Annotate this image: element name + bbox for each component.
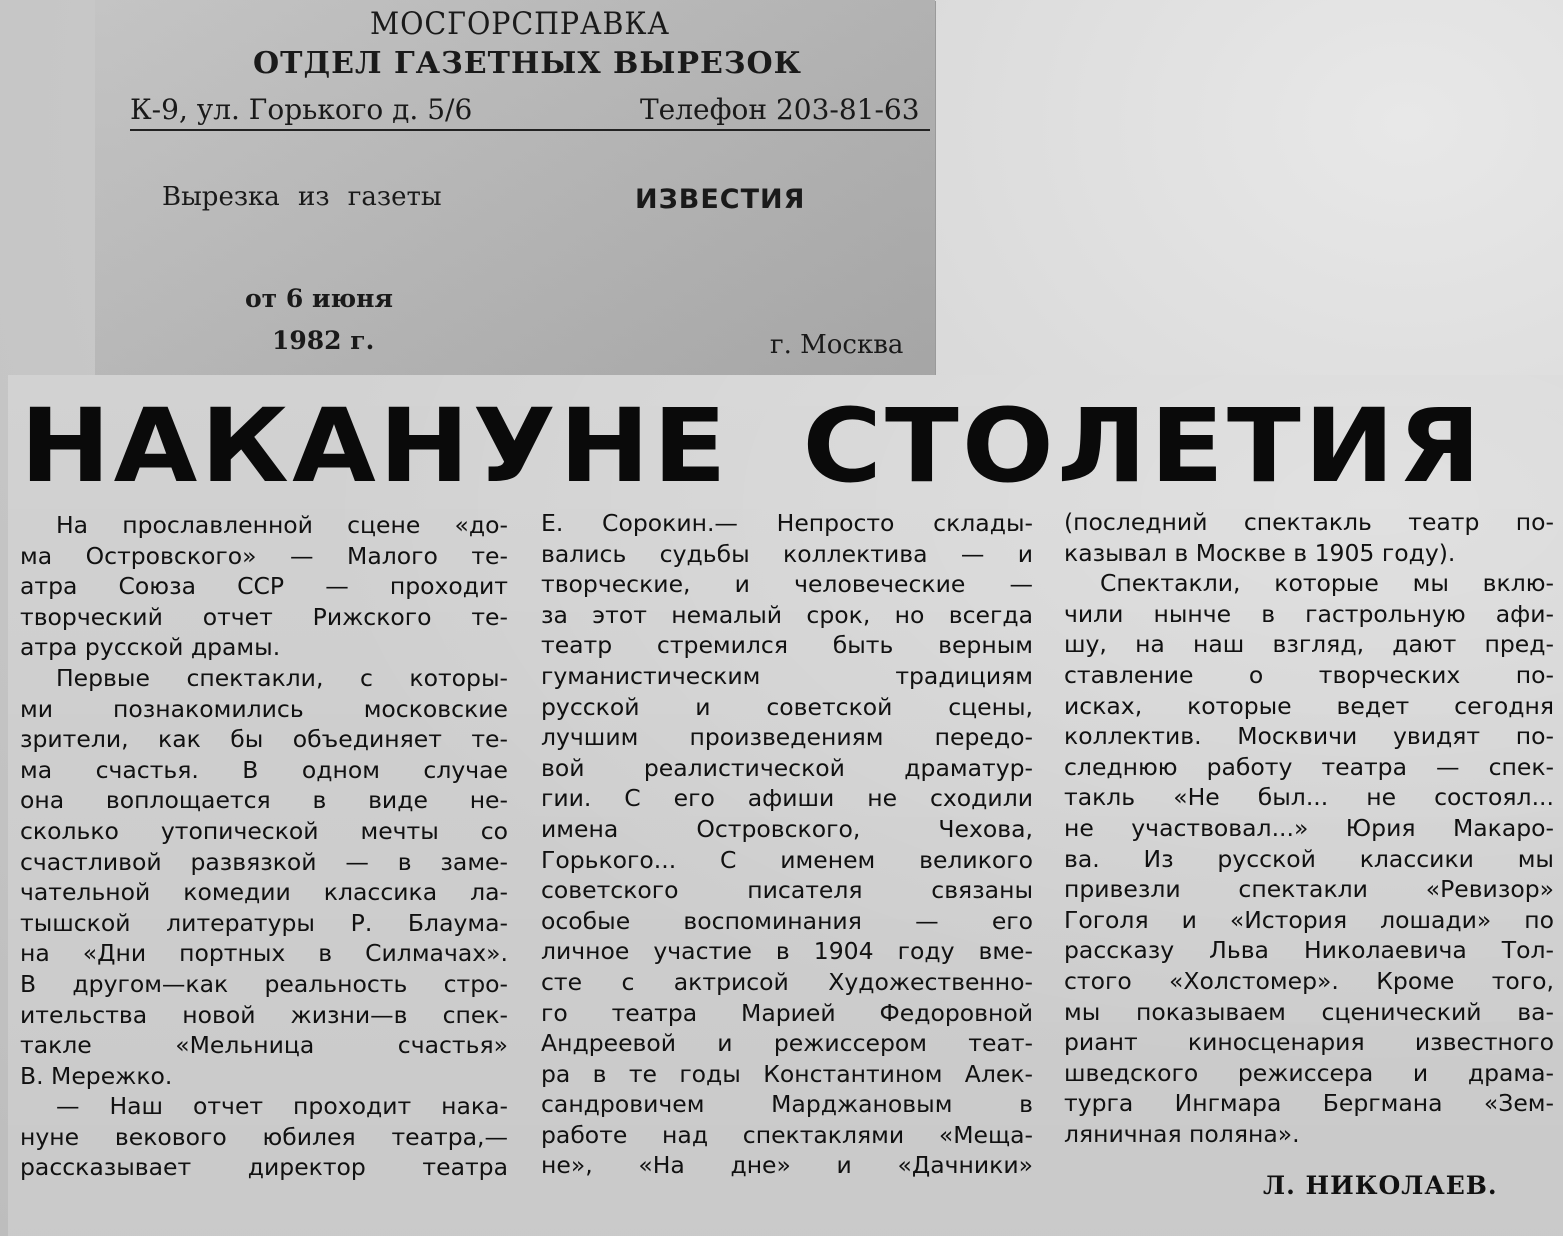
article-line: ительства новой жизни—в спек- <box>20 1000 508 1029</box>
article-line: не», «На дне» и «Дачники» <box>541 1151 1033 1180</box>
stamp-divider <box>130 129 930 131</box>
article-line: мы показываем сценический ва- <box>1064 997 1554 1026</box>
bureau-phone: Телефон 203-81-63 <box>640 93 920 126</box>
newspaper-name: ИЗВЕСТИЯ <box>635 184 806 215</box>
article-line: гуманистическим традициям <box>541 661 1033 690</box>
article-line: го театра Марией Федоровной <box>541 998 1033 1027</box>
article-line: работе над спектаклями «Меща- <box>541 1120 1033 1149</box>
article-line: гии. С его афиши не сходили <box>541 784 1033 813</box>
article-line: Андреевой и режиссером теат- <box>541 1029 1033 1058</box>
article-line: она воплощается в виде не- <box>20 786 508 815</box>
article-line: счастливой развязкой — в заме- <box>20 847 508 876</box>
article-line: коллектив. Москвичи увидят по- <box>1064 722 1554 751</box>
article-column-2 <box>541 508 1033 1181</box>
bureau-name: МОСГОРСПРАВКА <box>370 6 670 42</box>
article-line: (последний спектакль театр по- <box>1064 508 1554 536</box>
article-line: Гоголя и «История лошади» по <box>1064 905 1554 934</box>
article-line: не участвовал...» Юрия Макаро- <box>1064 813 1554 842</box>
article-line: рассказывает директор театра <box>20 1153 508 1182</box>
article-line: такле «Мельница счастья» <box>20 1031 508 1060</box>
newspaper-clipping <box>8 375 1563 1236</box>
article-line: сколько утопической мечты со <box>20 816 508 845</box>
article-line: казывал в Москве в 1905 году). <box>1064 538 1456 567</box>
article-line: за этот немалый срок, но всегда <box>541 600 1033 629</box>
article-line: — Наш отчет проходит нака- <box>56 1092 508 1121</box>
article-line: ляничная поляна». <box>1064 1119 1300 1148</box>
article-line: сандровичем Марджановым в <box>541 1090 1033 1119</box>
article-line: творческий отчет Рижского те- <box>20 602 508 631</box>
article-line: чательной комедии классика ла- <box>20 878 508 907</box>
article-line: На прославленной сцене «до- <box>56 511 508 539</box>
article-line: личное участие в 1904 году вме- <box>541 937 1033 966</box>
article-column-1 <box>20 510 508 1183</box>
article-line: атра Союза ССР — проходит <box>20 572 508 601</box>
article-line: следнюю работу театра — спек- <box>1064 752 1554 781</box>
article-line: лучшим произведениям передо- <box>541 723 1033 752</box>
date-day: от 6 июня <box>245 284 393 313</box>
article-line: В. Мережко. <box>20 1061 173 1090</box>
article-line: Горького... С именем великого <box>541 845 1033 874</box>
clipping-bureau-stamp <box>95 0 935 378</box>
article-line: советского писателя связаны <box>541 876 1033 905</box>
city: г. Москва <box>770 330 904 360</box>
clipping-label: Вырезка из газеты <box>162 182 442 212</box>
article-line: риант киносценария известного <box>1064 1028 1554 1057</box>
article-line: стого «Холстомер». Кроме того, <box>1064 966 1554 995</box>
article-line: Е. Сорокин.— Непросто склады- <box>541 509 1033 537</box>
article-line: рассказу Льва Николаевича Тол- <box>1064 936 1554 965</box>
article-line: творческие, и человеческие — <box>541 570 1033 599</box>
article-line: нуне векового юбилея театра,— <box>20 1122 508 1151</box>
article-line: театр стремился быть верным <box>541 631 1033 660</box>
article-line: имена Островского, Чехова, <box>541 814 1033 843</box>
article-line: ми познакомились московские <box>20 694 508 723</box>
article-line: на «Дни портных в Силмачах». <box>20 939 508 968</box>
article-line: атра русской драмы. <box>20 633 281 662</box>
article-line: вой реалистической драматур- <box>541 753 1033 782</box>
article-line: исках, которые ведет сегодня <box>1064 691 1554 720</box>
article-line: сте с актрисой Художественно- <box>541 967 1033 996</box>
article-line: такль «Не был... не состоял... <box>1064 783 1554 812</box>
article-line: шу, на наш взгляд, дают пред- <box>1064 630 1554 659</box>
article-headline: НАКАНУНЕ СТОЛЕТИЯ <box>20 387 1485 506</box>
article-line: тышской литературы Р. Блаума- <box>20 908 508 937</box>
article-line: Первые спектакли, с которы- <box>56 663 508 692</box>
department-name: ОТДЕЛ ГАЗЕТНЫХ ВЫРЕЗОК <box>253 46 802 81</box>
article-line: турга Ингмара Бергмана «Зем- <box>1064 1089 1554 1118</box>
article-line: ра в те годы Константином Алек- <box>541 1059 1033 1088</box>
article-line: русской и советской сцены, <box>541 692 1033 721</box>
article-line: ставление о творческих по- <box>1064 660 1554 689</box>
article-line: ма Островского» — Малого те- <box>20 541 508 570</box>
article-signature: Л. НИКОЛАЕВ. <box>1263 1171 1498 1200</box>
article-line: особые воспоминания — его <box>541 906 1033 935</box>
article-line: Спектакли, которые мы вклю- <box>1100 569 1554 598</box>
date-year: 1982 г. <box>272 326 375 355</box>
bureau-address: К-9, ул. Горького д. 5/6 <box>130 93 473 126</box>
article-column-3 <box>1064 507 1554 1149</box>
article-line: шведского режиссера и драма- <box>1064 1058 1554 1087</box>
article-line: чили нынче в гастрольную афи- <box>1064 599 1554 628</box>
article-line: зрители, как бы объединяет те- <box>20 725 508 754</box>
article-line: привезли спектакли «Ревизор» <box>1064 875 1554 904</box>
article-line: В другом—как реальность стро- <box>20 969 508 998</box>
article-line: ва. Из русской классики мы <box>1064 844 1554 873</box>
article-line: ма счастья. В одном случае <box>20 755 508 784</box>
article-line: вались судьбы коллектива — и <box>541 539 1033 568</box>
